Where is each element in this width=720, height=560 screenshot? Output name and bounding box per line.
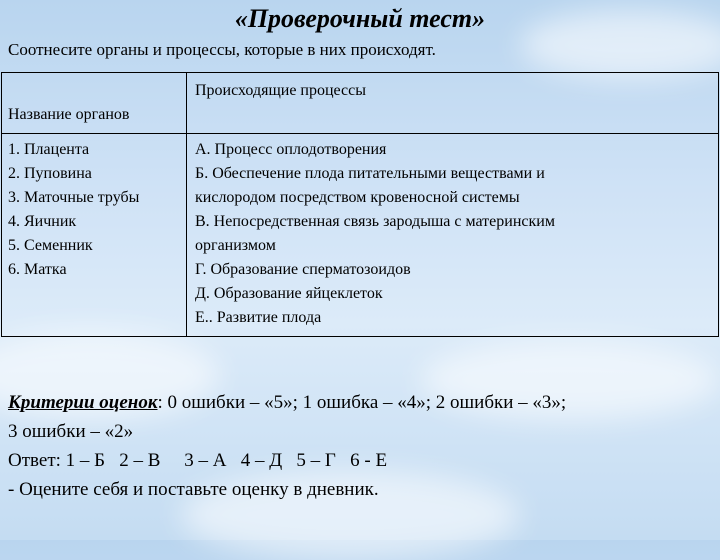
slide-title: «Проверочный тест»	[234, 4, 486, 33]
processes-cell	[187, 134, 719, 337]
organs-cell	[2, 134, 187, 337]
criteria-line	[8, 388, 566, 417]
criteria-text: : 0 ошибки – «5»; 1 ошибка – «4»; 2 ошибки – «3»;	[157, 392, 567, 413]
process-item: кислородом посредством кровеносной системы	[195, 189, 520, 206]
answer-line: Ответ: 1 – Б 2 – В 3 – А 4 – Д 5 – Г 6 - Е	[8, 450, 388, 471]
header-processes: Происходящие процессы	[187, 73, 719, 134]
grading-section	[8, 388, 566, 504]
matching-table	[1, 72, 719, 337]
self-assess-line: - Оцените себя и поставьте оценку в дневник.	[8, 479, 379, 500]
process-item: В. Непосредственная связь зародыша с материнским	[195, 213, 555, 230]
organ-item: 2. Пуповина	[8, 165, 92, 182]
organ-item: 1. Плацента	[8, 141, 90, 158]
organ-item: 3. Маточные трубы	[8, 189, 140, 206]
process-item: А. Процесс оплодотворения	[195, 141, 387, 158]
organ-item: 4. Яичник	[8, 213, 77, 230]
criteria-label: Критерии оценок	[8, 392, 158, 413]
organ-item: 6. Матка	[8, 261, 67, 278]
header-organs: Название органов	[2, 73, 187, 134]
process-item: Е.. Развитие плода	[195, 309, 322, 326]
table-row	[2, 134, 719, 337]
process-item: организмом	[195, 237, 276, 254]
table-header-row	[2, 73, 719, 134]
process-item: Б. Обеспечение плода питательными веществами и	[195, 165, 545, 182]
process-item: Г. Образование сперматозоидов	[195, 261, 411, 278]
instruction-text: Соотнесите органы и процессы, которые в них происходят.	[8, 40, 436, 59]
organ-item: 5. Семенник	[8, 237, 93, 254]
process-item: Д. Образование яйцеклеток	[195, 285, 383, 302]
criteria-line-2: 3 ошибки – «2»	[8, 421, 134, 442]
